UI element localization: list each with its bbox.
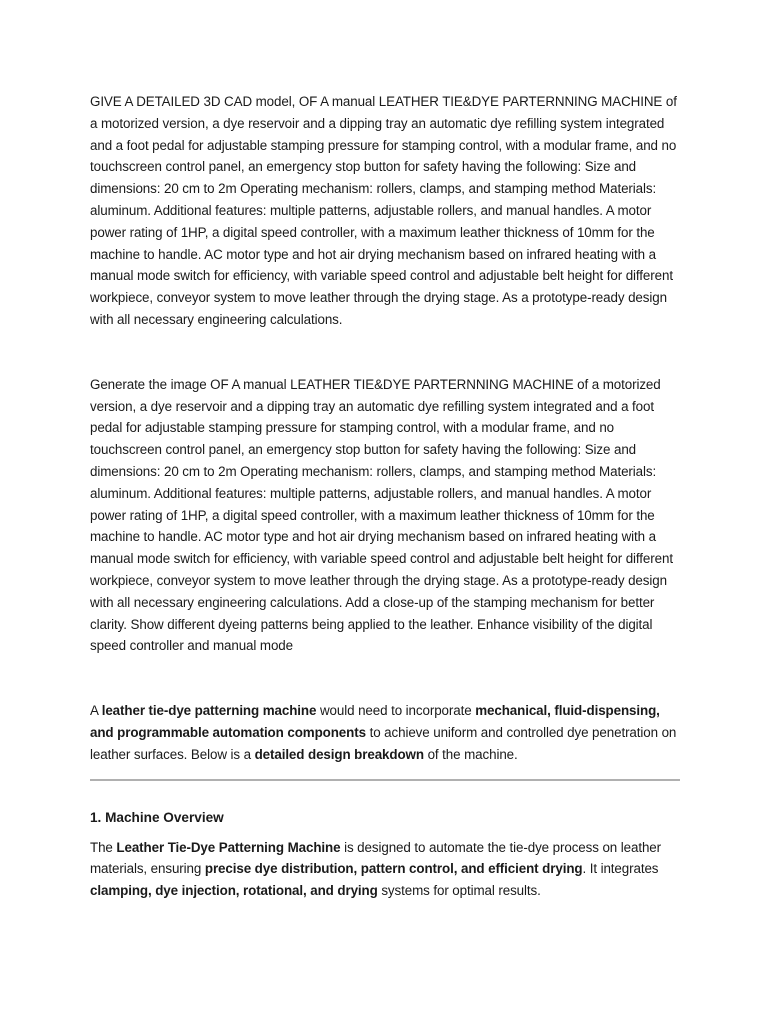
intro-bold-breakdown: detailed design breakdown	[254, 746, 424, 762]
horizontal-divider	[90, 779, 680, 781]
intro-text-1: A	[90, 703, 102, 719]
overview-bold-machine-name: Leather Tie-Dye Patterning Machine	[116, 839, 341, 855]
intro-bold-machine: leather tie-dye patterning machine	[101, 703, 317, 719]
intro-text-4: of the machine.	[423, 746, 518, 762]
paragraph-cad-request: GIVE A DETAILED 3D CAD model, OF A manual LEATHER TIE&DYE PARTERNNING MACHINE of a motorized version, a dye reservoir and a dipping tray an automatic dye refilling system integrated and a foot pedal for adjustable stamping pressure for stamping control, with a modular frame, and no touchscreen control panel, an emergency stop button for safety having the following: Size and dimensions: 20 cm to 2m Operating mechanism: rollers, clamps, and stamping method Materials: aluminum. Additional features: multiple patterns, adjustable rollers, and manual handles. A motor power rating of 1HP, a digital speed controller, with a maximum leather thickness of 10mm for the machine to handle. AC motor type and hot air drying mechanism based on infrared heating with a manual mode switch for efficiency, with variable speed control and adjustable belt height for different workpiece, conveyor system to move leather through the drying stage. As a prototype-ready design with all necessary engineering calculations.	[90, 94, 677, 327]
document-page	[90, 91, 680, 902]
overview-bold-precision: precise dye distribution, pattern control, and efficient drying	[204, 861, 583, 877]
intro-bold-components: mechanical, fluid-dispensing, and programmable automation components	[90, 703, 660, 740]
intro-text-3: to achieve uniform and controlled dye penetration on leather surfaces. Below is a	[90, 724, 677, 762]
overview-text-4: systems for optimal results.	[377, 883, 541, 899]
overview-text-3: . It integrates	[582, 861, 659, 877]
paragraph-image-request: Generate the image OF A manual LEATHER TIE&DYE PARTERNNING MACHINE of a motorized version, a dye reservoir and a dipping tray an automatic dye refilling system integrated and a foot pedal for adjustable stamping pressure for stamping control, with a modular frame, and no touchscreen control panel, an emergency stop button for safety having the following: Size and dimensions: 20 cm to 2m Operating mechanism: rollers, clamps, and stamping method Materials: aluminum. Additional features: multiple patterns, adjustable rollers, and manual handles. A motor power rating of 1HP, a digital speed controller, with a maximum leather thickness of 10mm for the machine to handle. AC motor type and hot air drying mechanism based on infrared heating with a manual mode switch for efficiency, with variable speed control and adjustable belt height for different workpiece, conveyor system to move leather through the drying stage. As a prototype-ready design with all necessary engineering calculations. Add a close-up of the stamping mechanism for better clarity. Show different dyeing patterns being applied to the leather. Enhance visibility of the digital speed controller and manual mode	[90, 376, 673, 654]
paragraph-intro	[90, 700, 680, 765]
paragraph-machine-overview	[90, 837, 680, 902]
section-heading-machine-overview: 1. Machine Overview	[90, 809, 224, 825]
overview-text-1: The	[90, 839, 117, 855]
overview-bold-systems: clamping, dye injection, rotational, and drying	[90, 883, 378, 899]
overview-text-2: is designed to automate the tie-dye process on leather materials, ensuring	[90, 839, 662, 877]
intro-text-2: would need to incorporate	[316, 703, 476, 719]
